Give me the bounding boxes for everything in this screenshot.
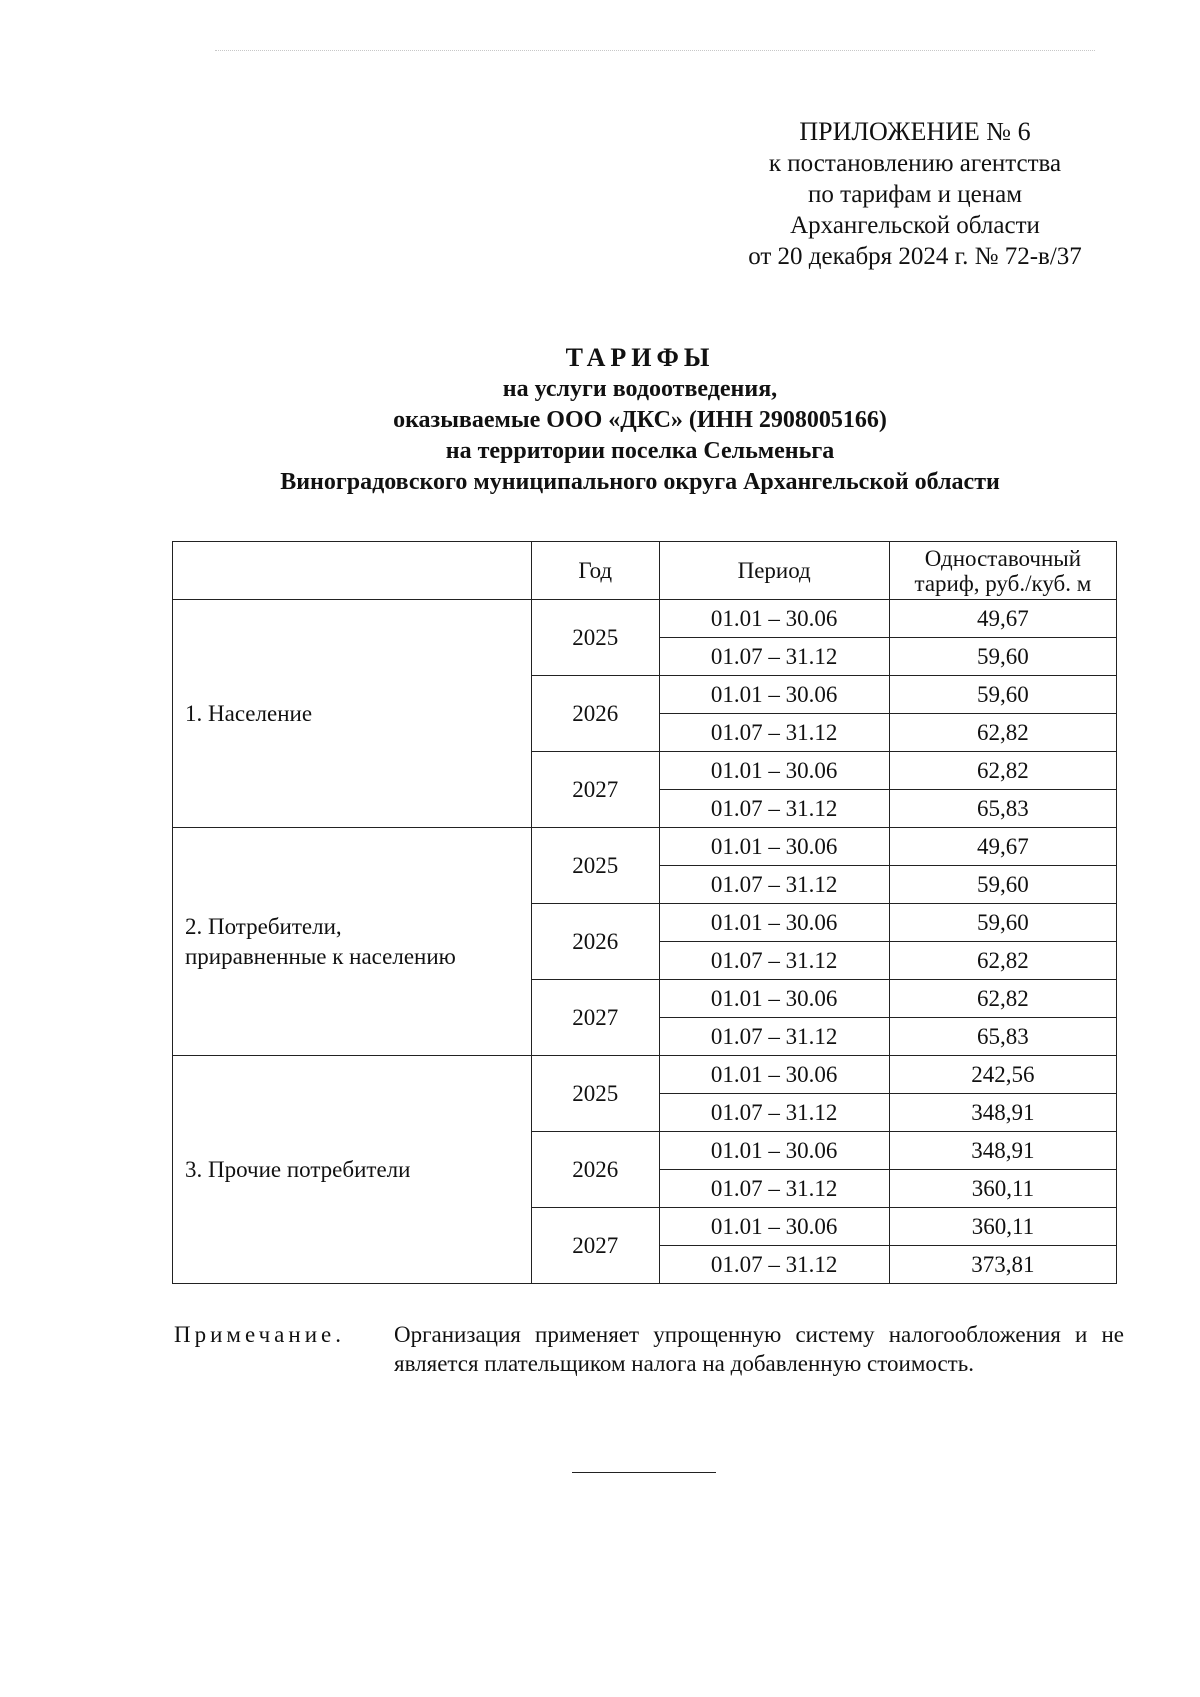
appendix-block: [700, 116, 1130, 272]
appendix-date: от 20 декабря 2024 г. № 72-в/37: [748, 243, 1082, 270]
year-cell: 2026: [531, 904, 659, 980]
heading-line-4: Виноградовского муниципального округа Архангельской области: [280, 469, 1000, 495]
header-group: [173, 542, 532, 600]
period-cell: 01.07 – 31.12: [659, 1170, 889, 1208]
period-cell: 01.07 – 31.12: [659, 638, 889, 676]
year-cell: 2025: [531, 600, 659, 676]
tariff-value-cell: 62,82: [889, 714, 1116, 752]
note-label: Примечание.: [174, 1322, 345, 1347]
heading-line-1: на услуги водоотведения,: [502, 376, 778, 402]
header-period: Период: [659, 542, 889, 600]
group-label-line-1: 1. Население: [185, 700, 313, 726]
tariff-value-cell: 242,56: [889, 1056, 1116, 1094]
period-cell: 01.01 – 30.06: [659, 676, 889, 714]
table-row: [173, 828, 1117, 866]
heading-line-3: на территории поселка Сельменьга: [445, 438, 835, 464]
period-cell: 01.07 – 31.12: [659, 866, 889, 904]
year-cell: 2026: [531, 1132, 659, 1208]
table-body: [173, 600, 1117, 1284]
year-cell: 2027: [531, 1208, 659, 1284]
tariff-value-cell: 49,67: [889, 828, 1116, 866]
header-tariff-line-1: Одноставочный: [924, 545, 1082, 571]
tariff-value-cell: 59,60: [889, 676, 1116, 714]
group-label-line-1: 2. Потребители,: [185, 913, 342, 939]
group-label-line-2: приравненные к населению: [185, 943, 456, 969]
tariff-value-cell: 62,82: [889, 980, 1116, 1018]
group-label-cell: [173, 828, 532, 1056]
heading-line-2: оказываемые ООО «ДКС» (ИНН 2908005166): [393, 407, 887, 433]
year-cell: 2025: [531, 1056, 659, 1132]
period-cell: 01.07 – 31.12: [659, 790, 889, 828]
tariff-value-cell: 360,11: [889, 1170, 1116, 1208]
scan-artifact-rule: [215, 50, 1095, 51]
year-cell: 2025: [531, 828, 659, 904]
group-label-line-1: 3. Прочие потребители: [185, 1156, 411, 1182]
header-tariff-line-2: тариф, руб./куб. м: [914, 570, 1092, 596]
table-row: [173, 1056, 1117, 1094]
group-label-cell: [173, 1056, 532, 1284]
document-title: ТАРИФЫ: [565, 343, 715, 372]
tariff-value-cell: 360,11: [889, 1208, 1116, 1246]
appendix-line-1: к постановлению агентства: [768, 150, 1062, 177]
tariff-value-cell: 49,67: [889, 600, 1116, 638]
tariff-value-cell: 62,82: [889, 942, 1116, 980]
tariff-value-cell: 59,60: [889, 904, 1116, 942]
period-cell: 01.07 – 31.12: [659, 1094, 889, 1132]
appendix-line-2: по тарифам и ценам: [807, 181, 1023, 208]
tariff-value-cell: 348,91: [889, 1094, 1116, 1132]
header-year: Год: [531, 542, 659, 600]
tariff-value-cell: 59,60: [889, 866, 1116, 904]
header-tariff: [889, 542, 1116, 600]
period-cell: 01.01 – 30.06: [659, 600, 889, 638]
year-cell: 2027: [531, 980, 659, 1056]
period-cell: 01.01 – 30.06: [659, 828, 889, 866]
appendix-number: ПРИЛОЖЕНИЕ № 6: [799, 117, 1031, 146]
period-cell: 01.07 – 31.12: [659, 1018, 889, 1056]
document-heading: [120, 342, 1160, 498]
table-header-row: [173, 542, 1117, 600]
tariff-table: [172, 541, 1117, 1284]
tariff-value-cell: 348,91: [889, 1132, 1116, 1170]
period-cell: 01.01 – 30.06: [659, 1208, 889, 1246]
period-cell: 01.01 – 30.06: [659, 904, 889, 942]
period-cell: 01.07 – 31.12: [659, 714, 889, 752]
note-text: Организация применяет упрощенную систему налогообложения и не является плательщиком налога на добавленную стоимость.: [394, 1322, 1124, 1376]
appendix-line-3: Архангельской области: [790, 212, 1040, 239]
tariff-value-cell: 373,81: [889, 1246, 1116, 1284]
group-label-cell: [173, 600, 532, 828]
period-cell: 01.01 – 30.06: [659, 1056, 889, 1094]
tariff-value-cell: 62,82: [889, 752, 1116, 790]
tariff-value-cell: 65,83: [889, 790, 1116, 828]
end-rule: [572, 1472, 716, 1473]
period-cell: 01.01 – 30.06: [659, 980, 889, 1018]
period-cell: 01.07 – 31.12: [659, 942, 889, 980]
period-cell: 01.01 – 30.06: [659, 1132, 889, 1170]
period-cell: 01.07 – 31.12: [659, 1246, 889, 1284]
tariff-value-cell: 65,83: [889, 1018, 1116, 1056]
table-row: [173, 600, 1117, 638]
tariff-value-cell: 59,60: [889, 638, 1116, 676]
year-cell: 2027: [531, 752, 659, 828]
year-cell: 2026: [531, 676, 659, 752]
period-cell: 01.01 – 30.06: [659, 752, 889, 790]
